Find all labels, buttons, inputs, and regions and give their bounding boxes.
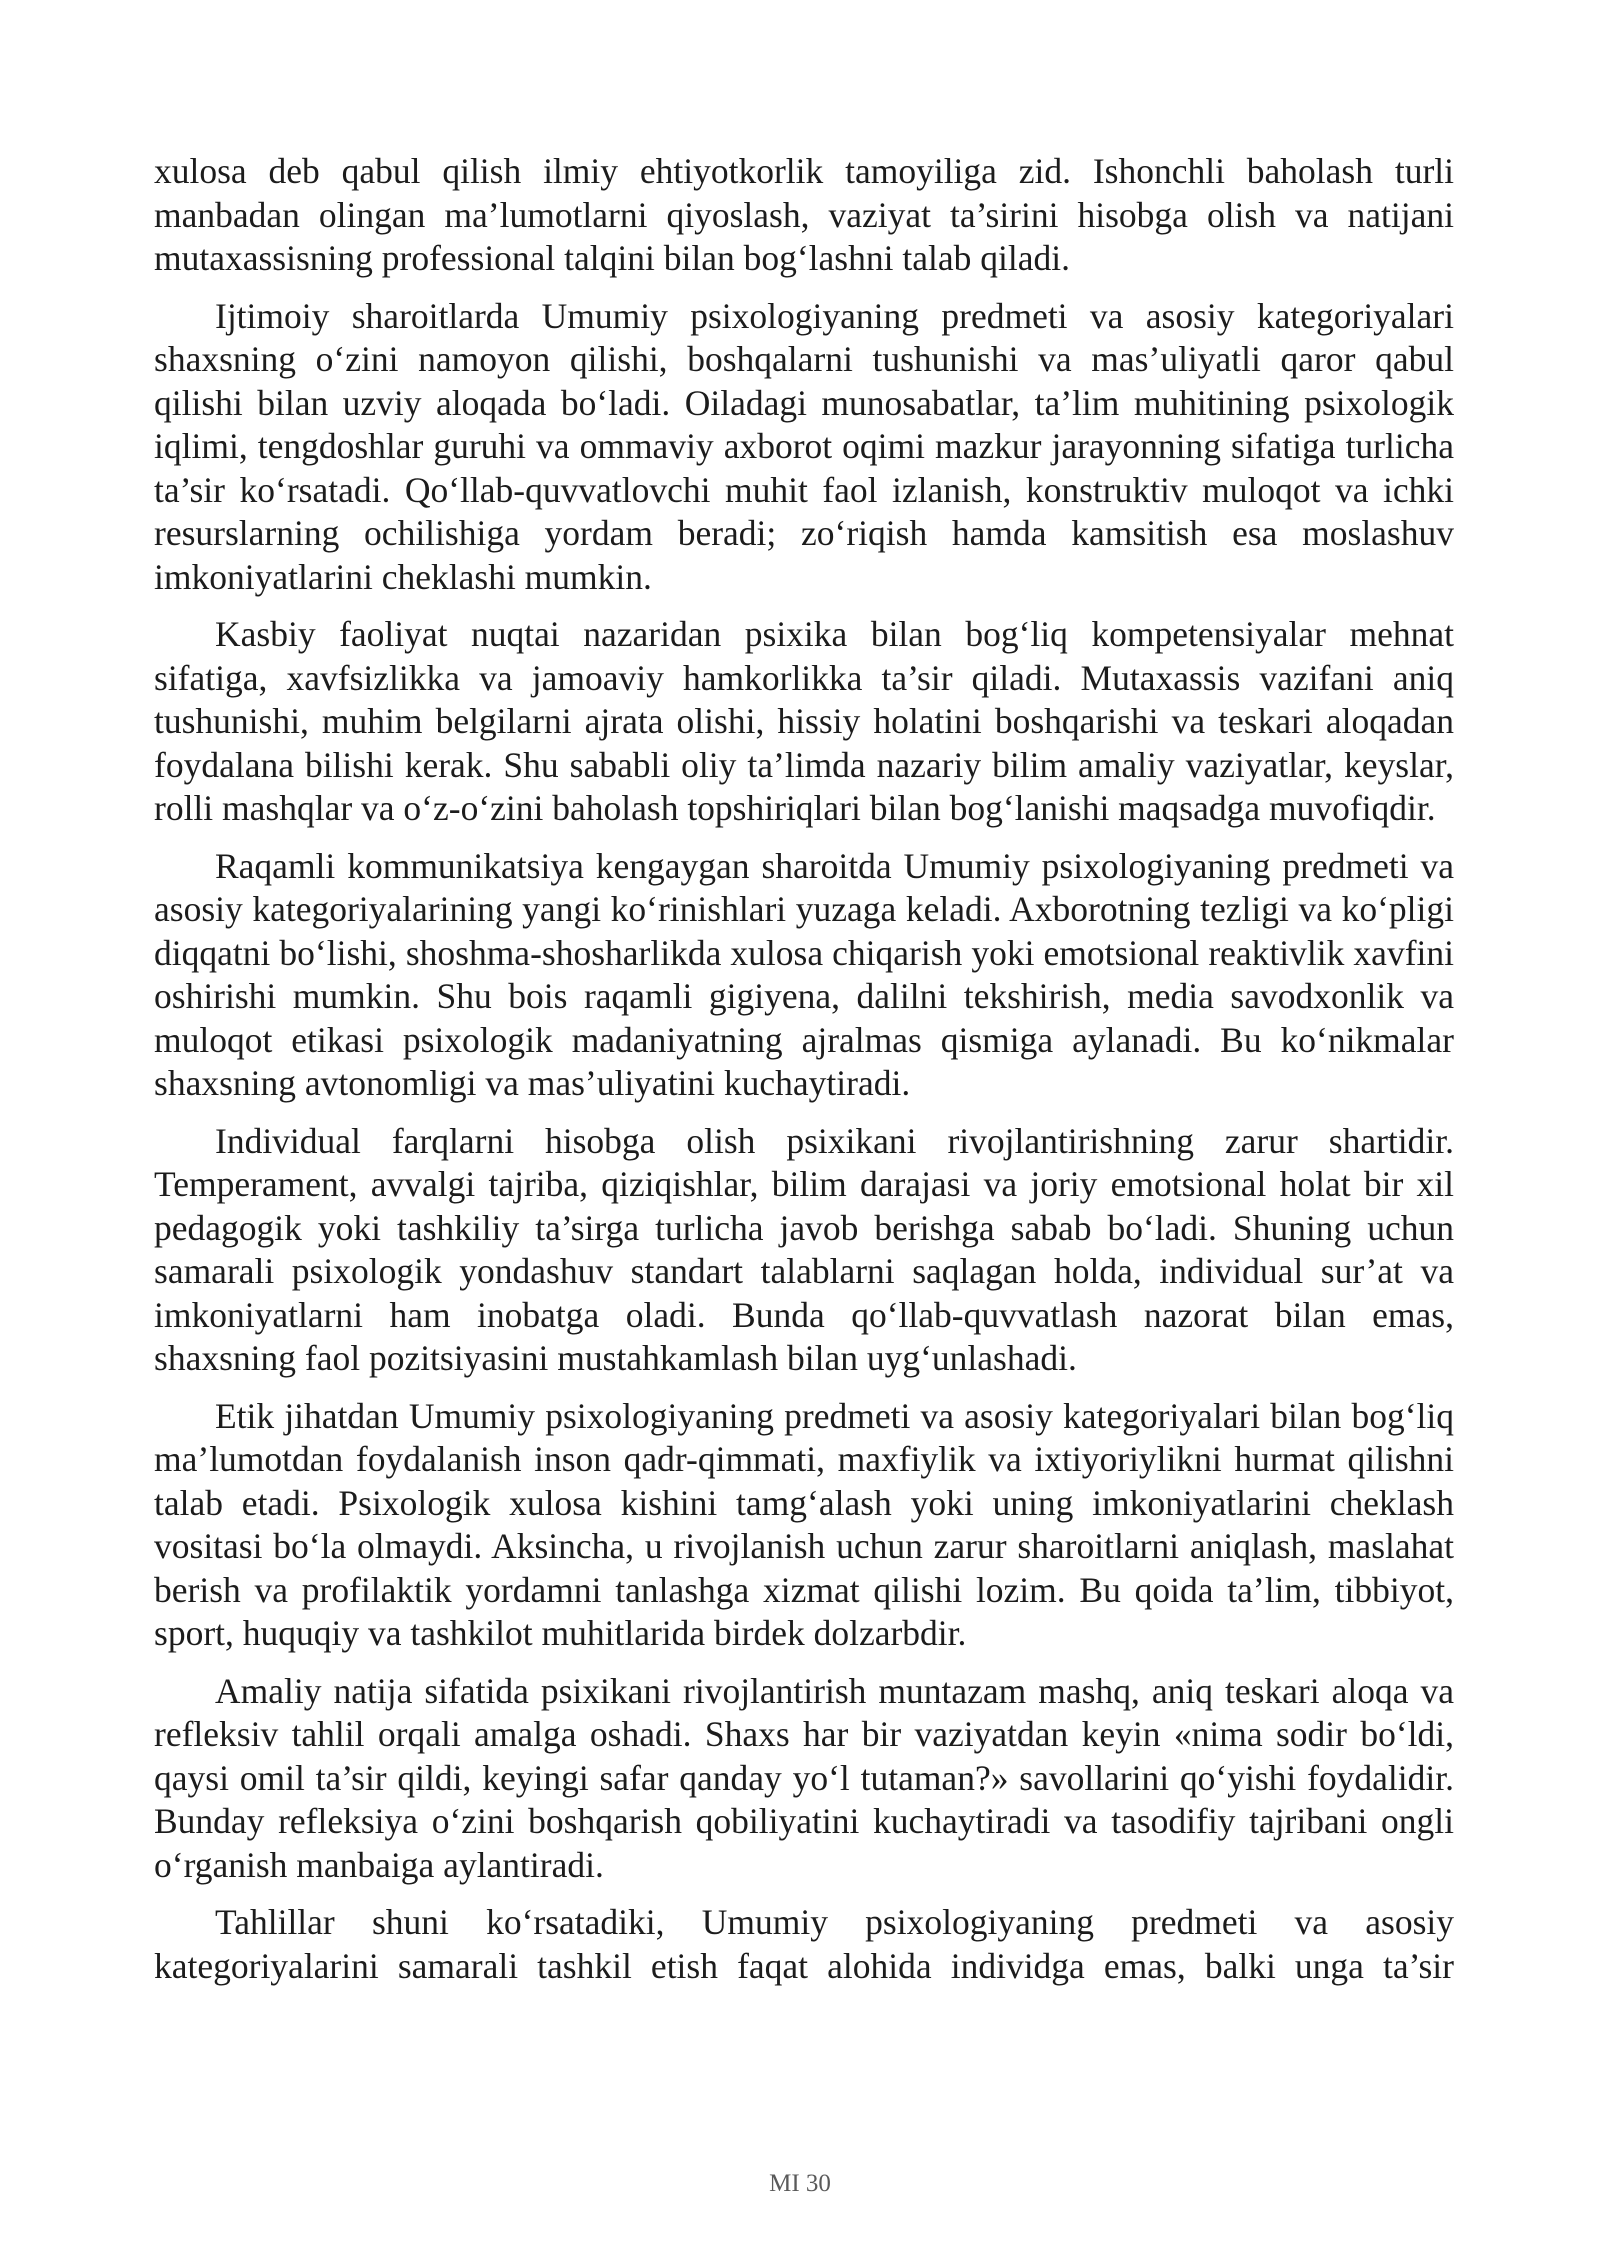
body-text [154, 150, 1454, 1988]
paragraph: Individual farqlarni hisobga olish psixikani rivojlantirishning zarur shartidir. Temperament, avvalgi tajriba, qiziqishlar, bilim darajasi va joriy emotsional holat bir xil pedagogik yoki tashkiliy ta’sirga turlicha javob berishga sabab bo‘ladi. Shuning uchun samarali psixologik yondashuv standart talablarni saqlagan holda, individual sur’at va imkoniyatlarni ham inobatga oladi. Bunda qo‘llab-quvvatlash nazorat bilan emas, shaxsning faol pozitsiyasini mustahkamlash bilan uyg‘unlashadi. [154, 1120, 1454, 1378]
paragraph-truncated: Tahlillar shuni ko‘rsatadiki, Umumiy psixologiyaning predmeti va asosiy kategoriyalarini samarali tashkil etish faqat alohida individga emas, balki unga ta’sir [154, 1902, 1454, 1986]
paragraph: Kasbiy faoliyat nuqtai nazaridan psixika bilan bog‘liq kompetensiyalar mehnat sifatiga, xavfsizlikka va jamoaviy hamkorlikka ta’sir qiladi. Mutaxassis vazifani aniq tushunishi, muhim belgilarni ajrata olishi, hissiy holatini boshqarishi va teskari aloqadan foydalana bilishi kerak. Shu sababli oliy ta’limda nazariy bilim amaliy vaziyatlar, keyslar, rolli mashqlar va o‘z-o‘zini baholash topshiriqlari bilan bog‘lanishi maqsadga muvofiqdir. [154, 614, 1454, 828]
page-number: MI 30 [769, 2170, 831, 2197]
paragraph: Etik jihatdan Umumiy psixologiyaning predmeti va asosiy kategoriyalari bilan bog‘liq ma’lumotdan foydalanish inson qadr-qimmati, maxfiylik va ixtiyoriylikni hurmat qilishni talab etadi. Psixologik xulosa kishini tamg‘alash yoki uning imkoniyatlarini cheklash vositasi bo‘la olmaydi. Aksincha, u rivojlanish uchun zarur sharoitlarni aniqlash, maslahat berish va profilaktik yordamni tanlashga xizmat qilishi lozim. Bu qoida ta’lim, tibbiyot, sport, huquqiy va tashkilot muhitlarida birdek dolzarbdir. [154, 1395, 1454, 1653]
paragraph: Amaliy natija sifatida psixikani rivojlantirish muntazam mashq, aniq teskari aloqa va refleksiv tahlil orqali amalga oshadi. Shaxs har bir vaziyatdan keyin «nima sodir bo‘ldi, qaysi omil ta’sir qildi, keyingi safar qanday yo‘l tutaman?» savollarini qo‘yishi foydalidir. Bunday refleksiya o‘zini boshqarish qobiliyatini kuchaytiradi va tasodifiy tajribani ongli o‘rganish manbaiga aylantiradi. [154, 1670, 1454, 1885]
paragraph-continued: xulosa deb qabul qilish ilmiy ehtiyotkorlik tamoyiliga zid. Ishonchli baholash turli manbadan olingan ma’lumotlarni qiyoslash, vaziyat ta’sirini hisobga olish va natijani mutaxassisning professional talqini bilan bog‘lashni talab qiladi. [154, 151, 1454, 278]
paragraph: Ijtimoiy sharoitlarda Umumiy psixologiyaning predmeti va asosiy kategoriyalari shaxsning o‘zini namoyon qilishi, boshqalarni tushunishi va mas’uliyatli qaror qabul qilishi bilan uzviy aloqada bo‘ladi. Oiladagi munosabatlar, ta’lim muhitining psixologik iqlimi, tengdoshlar guruhi va ommaviy axborot oqimi mazkur jarayonning sifatiga turlicha ta’sir ko‘rsatadi. Qo‘llab-quvvatlovchi muhit faol izlanish, konstruktiv muloqot va ichki resurslarning ochilishiga yordam beradi; zo‘riqish hamda kamsitish esa moslashuv imkoniyatlarini cheklashi mumkin. [154, 295, 1454, 597]
paragraph: Raqamli kommunikatsiya kengaygan sharoitda Umumiy psixologiyaning predmeti va asosiy kategoriyalarining yangi ko‘rinishlari yuzaga keladi. Axborotning tezligi va ko‘pligi diqqatni bo‘lishi, shoshma-shosharlikda xulosa chiqarish yoki emotsional reaktivlik xavfini oshirishi mumkin. Shu bois raqamli gigiyena, dalilni tekshirish, media savodxonlik va muloqot etikasi psixologik madaniyatning ajralmas qismiga aylanadi. Bu ko‘nikmalar shaxsning avtonomligi va mas’uliyatini kuchaytiradi. [154, 845, 1454, 1103]
